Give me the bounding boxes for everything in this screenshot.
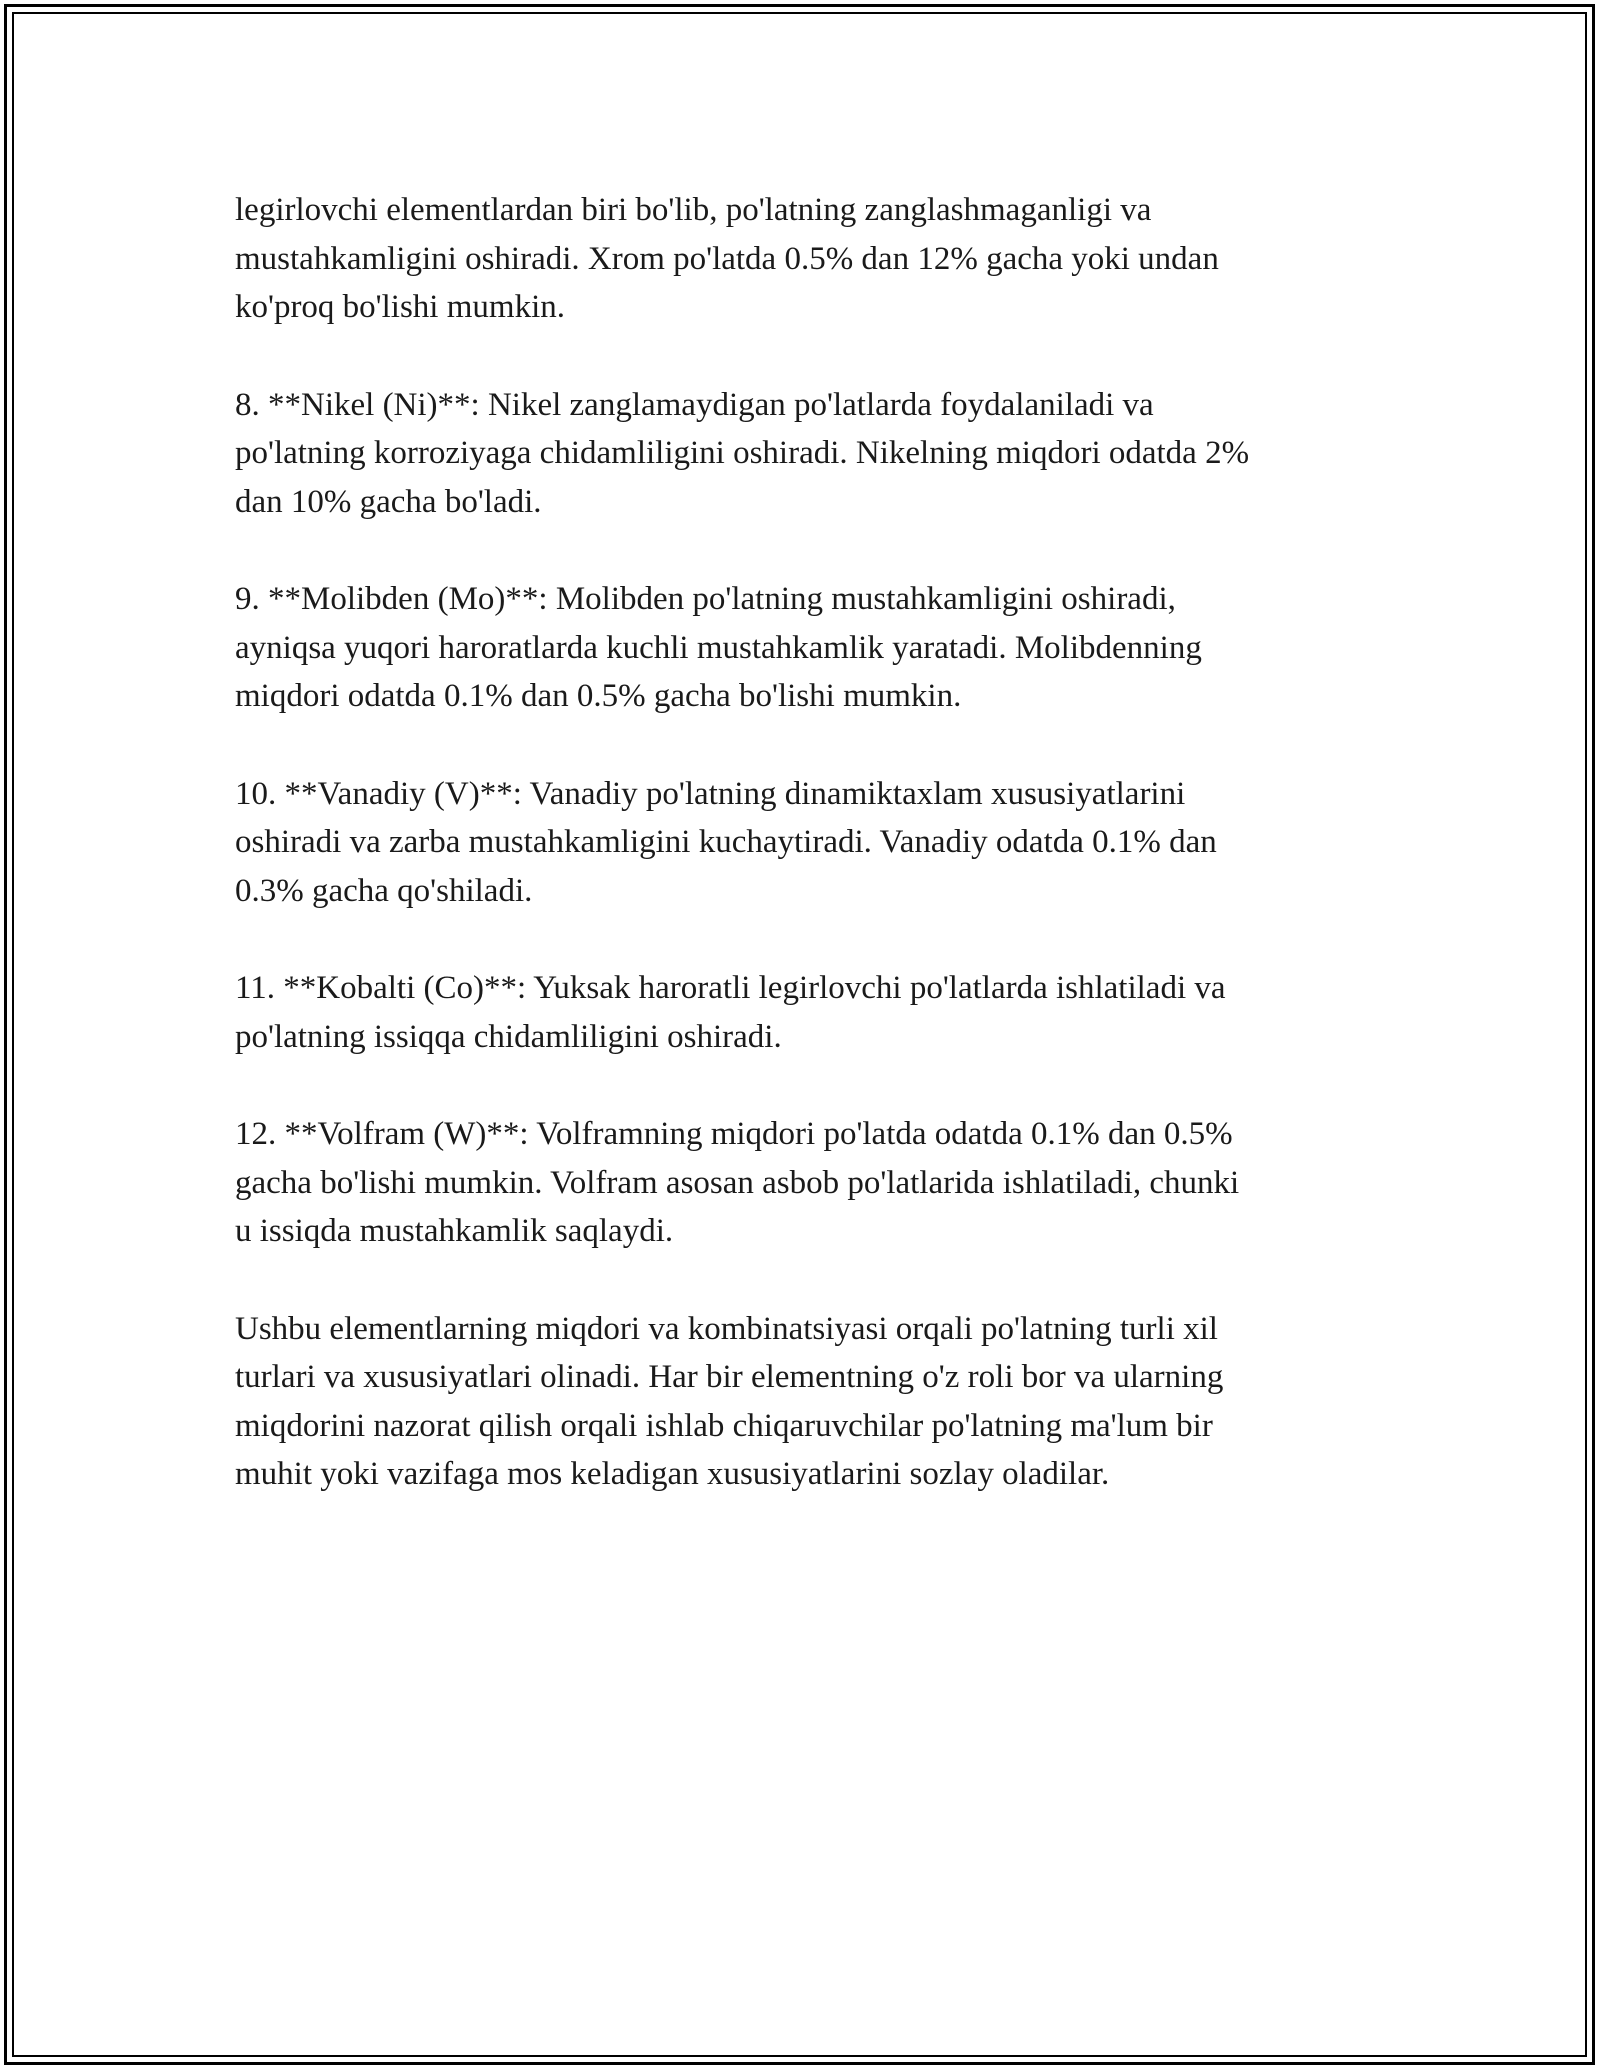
paragraph-chromium-continuation: legirlovchi elementlardan biri bo'lib, po'latning zanglashmaganligi va mustahkamligini oshiradi. Xrom po'latda 0.5% dan 12% gacha yoki undan ko'proq bo'lishi mumkin. <box>235 192 1219 325</box>
paragraph-cobalt: 11. **Kobalti (Co)**: Yuksak haroratli legirlovchi po'latlarda ishlatiladi va po'latning issiqqa chidamliligini oshiradi. <box>235 970 1226 1055</box>
paragraph-vanadium: 10. **Vanadiy (V)**: Vanadiy po'latning dinamiktaxlam xususiyatlarini oshiradi va zarba mustahkamligini kuchaytiradi. Vanadiy odatda 0.1% dan 0.3% gacha qo'shiladi. <box>235 775 1217 909</box>
document-body <box>235 186 1395 1548</box>
paragraph-tungsten: 12. **Volfram (W)**: Volframning miqdori po'latda odatda 0.1% dan 0.5% gacha bo'lishi mumkin. Volfram asosan asbob po'latlarida ishlatiladi, chunki u issiqda mustahkamlik saqlaydi. <box>235 1116 1240 1249</box>
paragraph-conclusion: Ushbu elementlarning miqdori va kombinatsiyasi orqali po'latning turli xil turlari va xususiyatlari olinadi. Har bir elementning o'z roli bor va ularning miqdorini nazorat qilish orqali ishlab chiqaruvchilar po'latning ma'lum bir muhit yoki vazifaga mos keladigan xususiyatlarini sozlay oladilar. <box>235 1310 1224 1492</box>
paragraph-molybdenum: 9. **Molibden (Mo)**: Molibden po'latning mustahkamligini oshiradi, ayniqsa yuqori haroratlarda kuchli mustahkamlik yaratadi. Molibdenning miqdori odatda 0.1% dan 0.5% gacha bo'lishi mumkin. <box>235 581 1202 714</box>
paragraph-nickel: 8. **Nikel (Ni)**: Nikel zanglamaydigan po'latlarda foydalaniladi va po'latning korroziyaga chidamliligini oshiradi. Nikelning miqdori odatda 2% dan 10% gacha bo'ladi. <box>235 386 1250 520</box>
